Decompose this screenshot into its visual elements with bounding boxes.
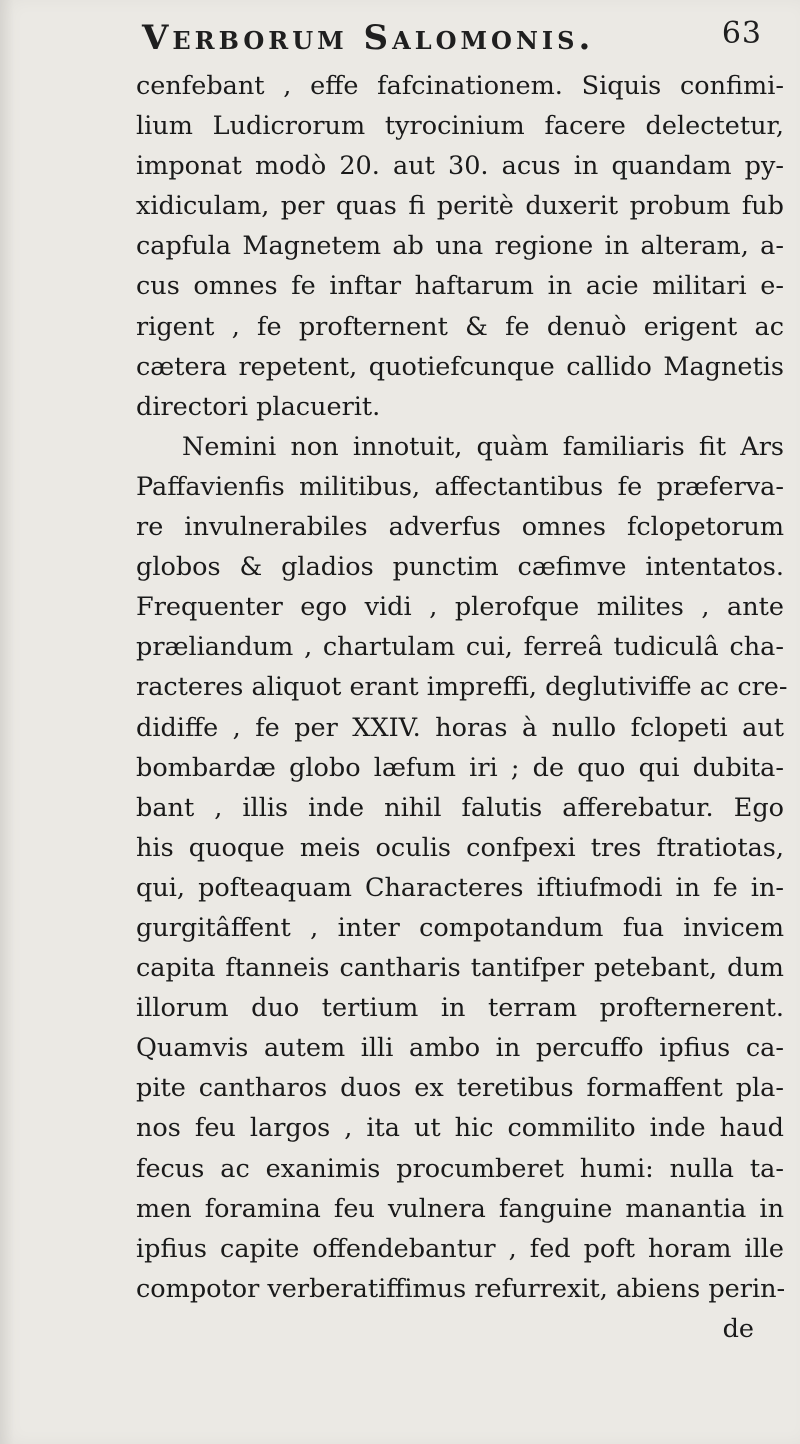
text-line: imponat modò 20. aut 30. acus in quandam py-: [136, 151, 784, 182]
text-line: capita ftanneis cantharis tantifper petebant, dum: [136, 953, 784, 984]
text-line: his quoque meis oculis confpexi tres ftratiotas,: [136, 832, 784, 863]
text-line: men foramina feu vulnera fanguine manantia in: [136, 1193, 784, 1224]
text-line: Frequenter ego vidi , plerofque milites , ante: [136, 592, 784, 623]
text-line: re invulnerabiles adverfus omnes fclopetorum: [136, 512, 784, 543]
text-line: Paffavienfis militibus, affectantibus fe præferva-: [136, 471, 784, 502]
text-line: didiffe , fe per XXIV. horas à nullo fclopeti aut: [136, 712, 784, 743]
text-line: fecus ac exanimis procumberet humi: nulla ta-: [136, 1153, 784, 1184]
page-number: 63: [721, 16, 762, 51]
text-line: gurgitâffent , inter compotandum fua invicem: [136, 912, 784, 943]
text-line: illorum duo tertium in terram profternerent.: [136, 993, 784, 1024]
running-title: Verborum Salomonis.: [142, 18, 595, 58]
text-line: racteres aliquot erant impreffi, deglutiviffe ac cre-: [136, 672, 788, 703]
text-line: rigent , fe profternent & fe denuò erigent ac: [136, 311, 784, 342]
text-line: xidiculam, per quas fi peritè duxerit probum fub: [136, 191, 784, 222]
text-line: globos & gladios punctim cæfimve intentatos.: [136, 552, 784, 583]
text-line: pite cantharos duos ex teretibus formaffent pla-: [136, 1073, 784, 1104]
text-line: compotor verberatiffimus refurrexit, abiens perin-: [136, 1273, 786, 1304]
text-line: cus omnes fe inftar haftarum in acie militari e-: [136, 271, 784, 302]
text-line: nos feu largos , ita ut hic commilito inde haud: [136, 1113, 784, 1144]
text-line: Quamvis autem illi ambo in percuffo ipfius ca-: [136, 1033, 784, 1064]
text-line: præliandum , chartulam cui, ferreâ tudiculâ cha-: [136, 632, 784, 663]
text-line: cætera repetent, quotiefcunque callido Magnetis: [136, 351, 784, 382]
catchword: de: [722, 1313, 754, 1344]
body-text: [136, 66, 788, 1349]
text-line: capfula Magnetem ab una regione in alteram, a-: [136, 231, 784, 262]
text-line: bant , illis inde nihil falutis afferebatur. Ego: [136, 792, 784, 823]
running-head: [142, 14, 762, 64]
gutter-shadow: [0, 0, 14, 1444]
text-line: bombardæ globo læfum iri ; de quo qui dubita-: [136, 752, 784, 783]
text-line: directori placuerit.: [136, 391, 381, 422]
text-line: lium Ludicrorum tyrocinium facere delectetur,: [136, 111, 784, 142]
paragraph-start-line: Nemini non innotuit, quàm familiaris fit Ars: [182, 431, 784, 462]
text-line: cenfebant , effe fafcinationem. Siquis confimi-: [136, 71, 784, 101]
text-line: ipfius capite offendebantur , fed poft horam ille: [136, 1233, 784, 1264]
text-line: qui, pofteaquam Characteres iftiufmodi in fe in-: [136, 872, 784, 903]
